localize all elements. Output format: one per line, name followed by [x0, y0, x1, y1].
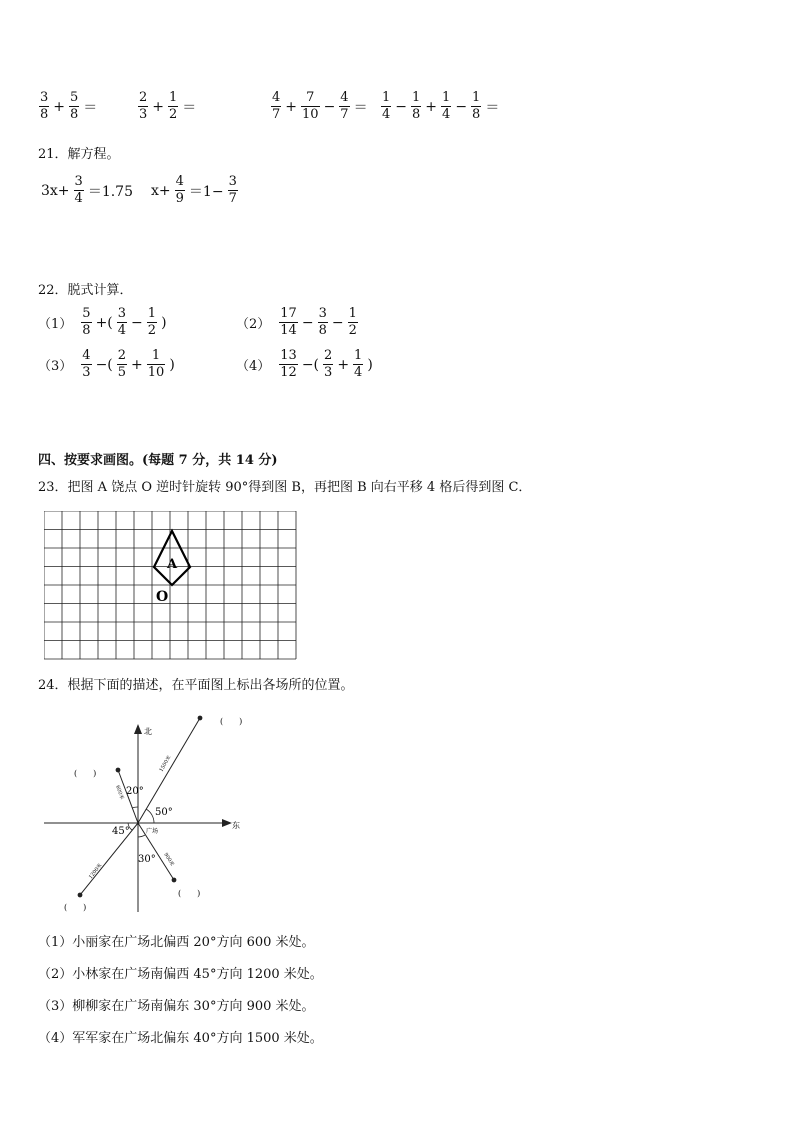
- fraction: [271, 90, 281, 123]
- fraction: [81, 348, 91, 381]
- item-label: （3）: [38, 359, 73, 374]
- numerator: 1: [472, 90, 481, 105]
- angle-label-50: 50°: [155, 807, 173, 818]
- q22-item-2: [236, 306, 359, 339]
- numerator: 2: [139, 90, 148, 105]
- angle-arc-20: [132, 807, 138, 808]
- denominator: 4: [382, 107, 391, 122]
- distance-label-1500: 1500米: [158, 754, 173, 773]
- denominator: 10: [147, 365, 165, 380]
- fraction: [74, 174, 84, 207]
- numerator: 1: [169, 90, 178, 105]
- expression-1: [38, 90, 100, 123]
- distance-label-1200: 1200米: [87, 862, 104, 881]
- operator: ＝1.75: [87, 183, 133, 200]
- fraction: [381, 90, 391, 123]
- fraction: [348, 306, 358, 339]
- fraction: [175, 174, 185, 207]
- operator: +: [152, 98, 165, 115]
- operator: −: [395, 98, 408, 115]
- fraction: [471, 90, 481, 123]
- angle-arc-50: [146, 809, 154, 823]
- numerator: 1: [382, 90, 391, 105]
- ray-north-west-dot: [116, 768, 121, 773]
- denominator: 2: [169, 107, 178, 122]
- q24-item-3: （3）柳柳家在广场南偏东 30°方向 900 米处。: [38, 999, 315, 1014]
- fraction: [69, 90, 79, 123]
- denominator: 4: [442, 107, 451, 122]
- fraction: [147, 348, 166, 381]
- north-label: 北: [144, 727, 152, 736]
- q22-item-1: [38, 306, 170, 339]
- center-label: 广场: [146, 828, 159, 835]
- numerator: 3: [74, 174, 83, 189]
- denominator: 2: [147, 323, 157, 338]
- expression-4: [380, 90, 502, 123]
- q21-equation-2: [148, 174, 239, 207]
- operator: −(: [301, 356, 320, 373]
- denominator: 14: [280, 323, 297, 338]
- ray-south-east-dot: [172, 878, 177, 883]
- q21-equation-1: [38, 174, 136, 207]
- operator: +: [425, 98, 438, 115]
- fraction: [279, 348, 298, 381]
- numerator: 3: [318, 306, 327, 321]
- denominator: 4: [117, 323, 127, 338]
- numerator: 1: [147, 306, 157, 321]
- operator: −(: [95, 356, 113, 373]
- q24-item-2: （2）小林家在广场南偏西 45°方向 1200 米处。: [38, 967, 323, 982]
- numerator: 4: [272, 90, 281, 105]
- numerator: 2: [117, 348, 127, 363]
- denominator: 7: [272, 107, 281, 122]
- numerator: 1: [348, 306, 357, 321]
- distance-label-900: 900米: [162, 851, 176, 868]
- fraction: [117, 306, 127, 339]
- point-o-label: O: [156, 589, 169, 605]
- answer-blank-north-west: ( ): [74, 769, 97, 778]
- operator: ): [161, 314, 167, 331]
- numerator: 3: [228, 174, 237, 189]
- item-label: （1）: [38, 317, 73, 332]
- denominator: 7: [340, 107, 349, 122]
- operator: +: [285, 98, 298, 115]
- shape-a-label: A: [167, 557, 178, 572]
- operator: ): [367, 356, 373, 373]
- north-arrow-icon: [134, 724, 142, 734]
- angle-label-20: 20°: [126, 786, 144, 797]
- fraction: [441, 90, 451, 123]
- operator: +: [53, 98, 66, 115]
- numerator: 4: [175, 174, 184, 189]
- fraction: [39, 90, 49, 123]
- numerator: 1: [442, 90, 451, 105]
- answer-blank-south-east: ( ): [178, 889, 201, 898]
- denominator: 4: [74, 191, 83, 206]
- operator: ＝: [485, 99, 500, 116]
- operator: +: [337, 356, 350, 373]
- numerator: 4: [82, 348, 91, 363]
- fraction: [323, 348, 333, 381]
- fraction: [301, 90, 320, 123]
- q23-grid-figure: [44, 511, 302, 661]
- numerator: 7: [306, 90, 315, 105]
- item-label: （4）: [236, 359, 271, 374]
- fraction: [339, 90, 349, 123]
- operator: ＝: [182, 99, 197, 116]
- operator: ＝1−: [188, 183, 224, 200]
- fraction: [168, 90, 178, 123]
- denominator: 3: [324, 365, 333, 380]
- numerator: 4: [340, 90, 349, 105]
- operator: −: [131, 314, 143, 331]
- numerator: 3: [117, 306, 127, 321]
- operator: x+: [151, 182, 171, 199]
- answer-blank-south-west: ( ): [64, 903, 87, 912]
- expression-2: [137, 90, 199, 123]
- denominator: 10: [302, 107, 319, 122]
- q24-item-4: （4）军军家在广场北偏东 40°方向 1500 米处。: [38, 1031, 323, 1046]
- operator: ): [169, 356, 175, 373]
- numerator: 5: [70, 90, 79, 105]
- distance-label-600: 600米: [114, 784, 125, 801]
- angle-label-45: 45°: [112, 826, 130, 837]
- q21-title: 21．解方程。: [38, 147, 120, 162]
- denominator: 5: [117, 365, 127, 380]
- denominator: 8: [82, 323, 91, 338]
- q24-item-1: （1）小丽家在广场北偏西 20°方向 600 米处。: [38, 935, 315, 950]
- numerator: 2: [324, 348, 333, 363]
- fraction: [147, 306, 157, 339]
- numerator: 1: [151, 348, 161, 363]
- ray-south-west-dot: [78, 893, 83, 898]
- fraction: [279, 306, 298, 339]
- operator: ＝: [353, 99, 368, 116]
- operator: −: [455, 98, 468, 115]
- expression-3: [270, 90, 371, 123]
- q22-item-4: [236, 348, 376, 381]
- numerator: 3: [40, 90, 49, 105]
- denominator: 4: [354, 365, 363, 380]
- numerator: 1: [412, 90, 421, 105]
- section-4-title: 四、按要求画图。(每题 7 分，共 14 分): [38, 453, 278, 468]
- operator: ＝: [83, 99, 98, 116]
- fraction: [318, 306, 328, 339]
- numerator: 17: [280, 306, 297, 321]
- east-arrow-icon: [222, 819, 232, 827]
- denominator: 8: [318, 323, 327, 338]
- q24-title: 24．根据下面的描述，在平面图上标出各场所的位置。: [38, 678, 354, 693]
- denominator: 12: [280, 365, 297, 380]
- denominator: 8: [412, 107, 421, 122]
- operator: +: [131, 356, 143, 373]
- fraction: [353, 348, 363, 381]
- fraction: [138, 90, 148, 123]
- operator: 3x+: [41, 182, 70, 199]
- denominator: 7: [228, 191, 237, 206]
- denominator: 2: [348, 323, 357, 338]
- angle-label-30: 30°: [138, 854, 156, 865]
- answer-blank-north-east: ( ): [220, 717, 243, 726]
- q22-title: 22．脱式计算．: [38, 283, 133, 298]
- q22-item-3: [38, 348, 178, 381]
- east-label: 东: [232, 821, 240, 830]
- fraction: [81, 306, 91, 339]
- denominator: 8: [40, 107, 49, 122]
- fraction: [411, 90, 421, 123]
- denominator: 3: [82, 365, 91, 380]
- q23-title: 23．把图 A 饶点 O 逆时针旋转 90°得到图 B，再把图 B 向右平移 4 格后得到图 C．: [38, 480, 532, 495]
- operator: +(: [95, 314, 113, 331]
- denominator: 9: [175, 191, 184, 206]
- angle-arc-30: [138, 835, 145, 837]
- denominator: 3: [139, 107, 148, 122]
- denominator: 8: [472, 107, 481, 122]
- operator: −: [323, 98, 336, 115]
- operator: −: [331, 314, 344, 331]
- numerator: 13: [280, 348, 297, 363]
- denominator: 8: [70, 107, 79, 122]
- ray-north-east-dot: [198, 716, 203, 721]
- q24-plan-diagram: [40, 712, 250, 922]
- numerator: 5: [82, 306, 91, 321]
- numerator: 1: [354, 348, 363, 363]
- fraction: [228, 174, 238, 207]
- operator: −: [301, 314, 314, 331]
- item-label: （2）: [236, 317, 271, 332]
- fraction: [117, 348, 127, 381]
